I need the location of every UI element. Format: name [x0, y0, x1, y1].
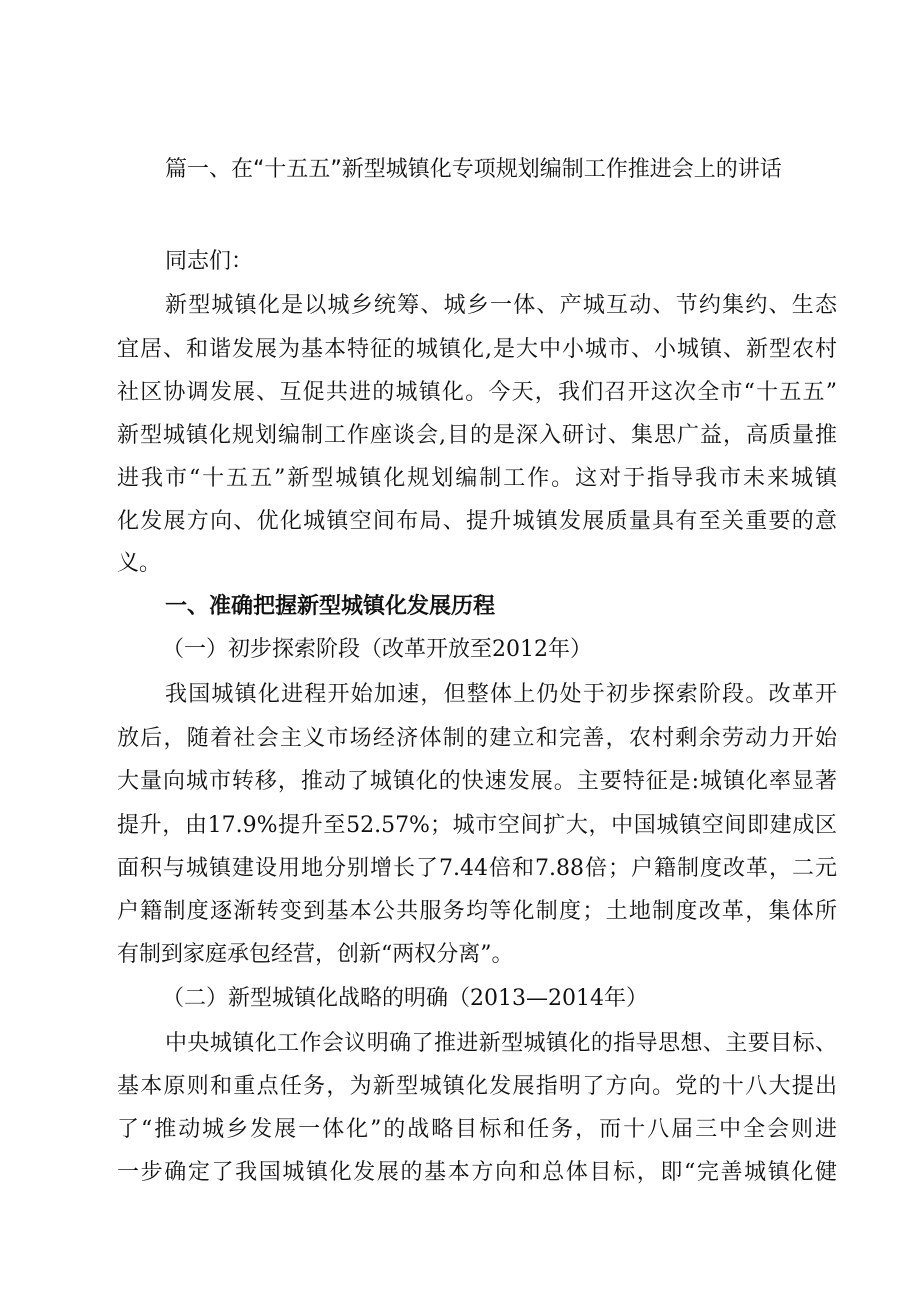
- subsection-paragraph-line: 有制到家庭承包经营，创新“两权分离”。: [117, 942, 514, 967]
- subsection-paragraph-line: 中央城镇化工作会议明确了推进新型城镇化的指导思想、主要目标、: [165, 1031, 837, 1056]
- intro-paragraph-line: 义。: [117, 551, 162, 576]
- salutation: 同志们：: [165, 249, 254, 274]
- intro-paragraph-line: 化发展方向、优化城镇空间布局、提升城镇发展质量具有至关重要的意: [117, 509, 837, 534]
- subsection-paragraph-line: 了“推动城乡发展一体化”的战略目标和任务，而十八届三中全会则进: [117, 1117, 837, 1142]
- intro-paragraph-line: 新型城镇化规划编制工作座谈会,目的是深入研讨、集思广益，高质量推: [117, 423, 837, 448]
- subsection-paragraph-line: 户籍制度逐渐转变到基本公共服务均等化制度；土地制度改革，集体所: [117, 899, 837, 924]
- subsection-paragraph-line: 一步确定了我国城镇化发展的基本方向和总体目标，即“完善城镇化健: [117, 1160, 837, 1185]
- section-heading: 一、准确把握新型城镇化发展历程: [165, 594, 496, 619]
- intro-paragraph-line: 新型城镇化是以城乡统筹、城乡一体、产城互动、节约集约、生态: [165, 293, 837, 318]
- subsection-paragraph-line: 基本原则和重点任务，为新型城镇化发展指明了方向。党的十八大提出: [117, 1074, 837, 1099]
- intro-paragraph-line: 进我市“十五五”新型城镇化规划编制工作。这对于指导我市未来城镇: [117, 466, 837, 491]
- intro-paragraph-line: 宜居、和谐发展为基本特征的城镇化,是大中小城市、小城镇、新型农村: [117, 337, 837, 362]
- subsection-paragraph-line: 提升，由17.9%提升至52.57%；城市空间扩大，中国城镇空间即建成区: [117, 813, 837, 838]
- subsection-heading: （二）新型城镇化战略的明确（2013—2014年）: [162, 986, 648, 1011]
- document-title: 篇一、在“十五五”新型城镇化专项规划编制工作推进会上的讲话: [165, 157, 782, 182]
- subsection-paragraph-line: 大量向城市转移，推动了城镇化的快速发展。主要特征是:城镇化率显著: [117, 769, 837, 794]
- subsection-paragraph-line: 面积与城镇建设用地分别增长了7.44倍和7.88倍；户籍制度改革，二元: [117, 856, 837, 881]
- intro-paragraph-line: 社区协调发展、互促共进的城镇化。今天，我们召开这次全市“十五五”: [117, 380, 837, 405]
- subsection-heading: （一）初步探索阶段（改革开放至2012年）: [162, 637, 592, 662]
- subsection-paragraph-line: 放后，随着社会主义市场经济体制的建立和完善，农村剩余劳动力开始: [117, 726, 837, 751]
- subsection-paragraph-line: 我国城镇化进程开始加速，但整体上仍处于初步探索阶段。改革开: [165, 682, 837, 707]
